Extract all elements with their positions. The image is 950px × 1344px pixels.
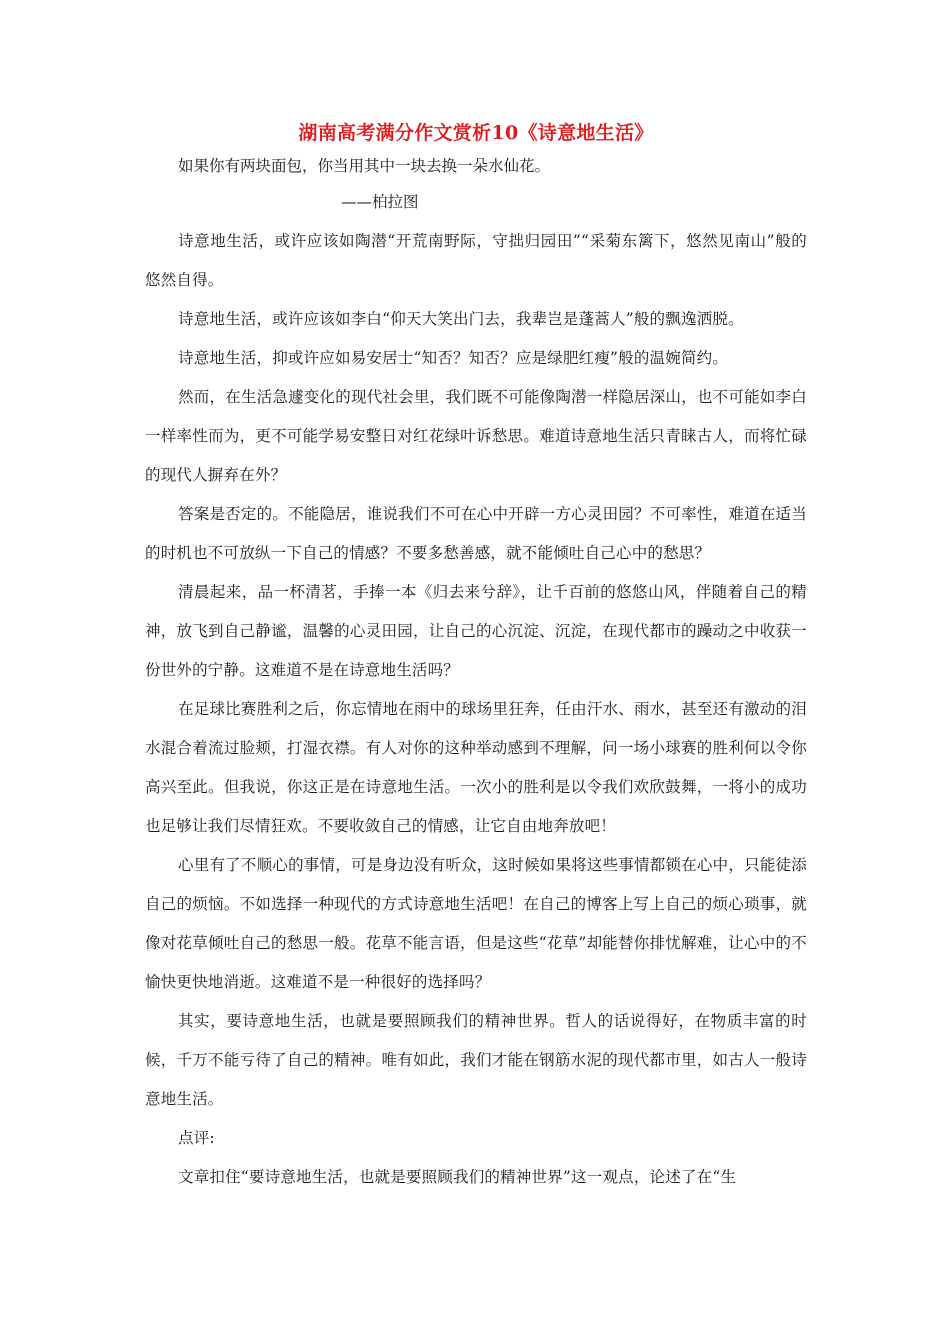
body-paragraph: 诗意地生活，或许应该如李白“仰天大笑出门去，我辈岂是蓬蒿人”般的飘逸洒脱。 (178, 310, 744, 328)
body-paragraph: 清晨起来，品一杯清茗，手捧一本《归去来兮辞》，让千百前的悠悠山风，伴随着自己的精神，放飞到自己静谧，温馨的心灵田园，让自己的心沉淀、沉淀，在现代都市的躁动之中收获一份世外的宁静。这难道不是在诗意地生活吗？ (145, 583, 807, 679)
body-paragraph: 诗意地生活，或许应该如陶潜“开荒南野际，守拙归园田”“采菊东篱下，悠然见南山”般的悠然自得。 (145, 232, 807, 289)
document-body (145, 222, 807, 1197)
epigraph-quote: 如果你有两块面包，你当用其中一块去换一朵水仙花。 (178, 157, 551, 175)
body-paragraph: 心里有了不顺心的事情，可是身边没有听众，这时候如果将这些事情都锁在心中，只能徒添自己的烦恼。不如选择一种现代的方式诗意地生活吧！在自己的博客上写上自己的烦心琐事，就像对花草倾吐自己的愁思一般。花草不能言语，但是这些“花草”却能替你排忧解难，让心中的不愉快更快地消逝。这难道不是一种很好的选择吗？ (145, 856, 807, 991)
document-page (145, 118, 807, 1197)
epigraph-attribution: ——柏拉图 (341, 193, 419, 211)
body-paragraph: 点评: (178, 1129, 215, 1147)
body-paragraph: 然而，在生活急遽变化的现代社会里，我们既不可能像陶潜一样隐居深山，也不可能如李白一样率性而为，更不可能学易安整日对红花绿叶诉愁思。难道诗意地生活只青睐古人，而将忙碌的现代人摒弃在外？ (145, 388, 807, 484)
body-paragraph: 诗意地生活，抑或许应如易安居士“知否？知否？应是绿肥红瘦”般的温婉简约。 (178, 349, 729, 367)
document-title: 湖南高考满分作文赏析10《诗意地生活》 (298, 122, 654, 144)
body-paragraph: 文章扣住“要诗意地生活，也就是要照顾我们的精神世界”这一观点，论述了在“生 (178, 1168, 737, 1186)
body-paragraph: 在足球比赛胜利之后，你忘情地在雨中的球场里狂奔，任由汗水、雨水，甚至还有激动的泪水混合着流过脸颊，打湿衣襟。有人对你的这种举动感到不理解，问一场小球赛的胜利何以令你高兴至此。但我说，你这正是在诗意地生活。一次小的胜利是以令我们欢欣鼓舞，一将小的成功也足够让我们尽情狂欢。不要收敛自己的情感，让它自由地奔放吧！ (145, 700, 807, 835)
body-paragraph: 答案是否定的。不能隐居，谁说我们不可在心中开辟一方心灵田园？不可率性，难道在适当的时机也不可放纵一下自己的情感？不要多愁善感，就不能倾吐自己心中的愁思？ (145, 505, 807, 562)
body-paragraph: 其实，要诗意地生活，也就是要照顾我们的精神世界。哲人的话说得好，在物质丰富的时候，千万不能亏待了自己的精神。唯有如此，我们才能在钢筋水泥的现代都市里，如古人一般诗意地生活。 (145, 1012, 807, 1108)
